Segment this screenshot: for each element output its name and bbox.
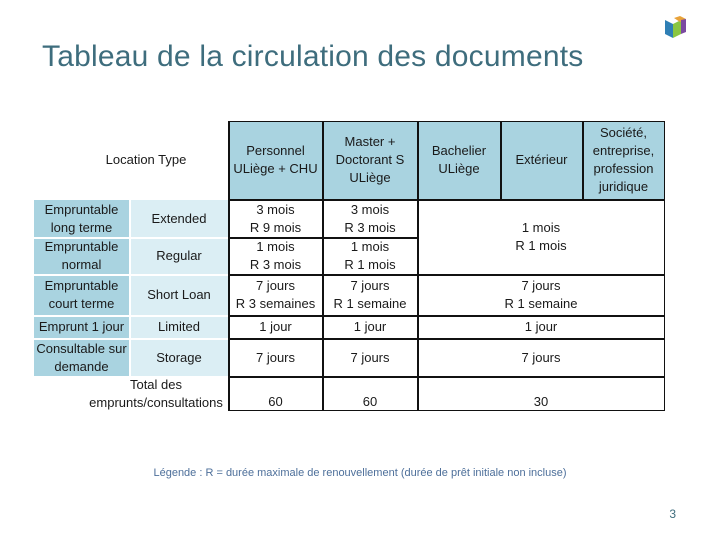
row-category: Emprunt 1 jour [34,316,129,338]
cell-master: 7 jours [323,339,417,376]
divider [500,121,502,200]
slide-title: Tableau de la circulation des documents [42,40,584,73]
divider [34,274,228,276]
divider [417,121,419,411]
divider [229,338,665,340]
row-category: Empruntable long terme [34,200,129,237]
total-others: 30 [418,384,664,411]
legend-text: Légende : R = durée maximale de renouvellement (durée de prêt initiale non incluse) [153,467,567,479]
row-location: Regular [130,238,228,274]
divider [322,121,324,411]
total-label: Total des emprunts/consultations [34,376,228,411]
col-header-societe: Société, entreprise, profession juridique [583,121,664,199]
cell-personnel: 1 mois R 3 mois [229,238,322,274]
col-header-exterieur: Extérieur [501,121,582,199]
divider [34,237,228,239]
cell-personnel: 7 jours [229,339,322,376]
row-location: Short Loan [130,275,228,315]
row-location: Limited [130,316,228,338]
row-location: Storage [130,339,228,376]
cell-master: 3 mois R 3 mois [323,200,417,237]
cell-others: 7 jours [418,339,664,376]
divider [229,237,417,239]
cell-personnel: 7 jours R 3 semaines [229,275,322,315]
divider [229,274,665,276]
corner-label: Location Type [105,152,187,167]
cell-personnel: 3 mois R 9 mois [229,200,322,237]
divider [229,199,665,201]
divider [129,200,131,376]
cell-others: 1 jour [418,316,664,338]
row-location: Extended [130,200,228,237]
cell-personnel: 1 jour [229,316,322,338]
row-category: Empruntable normal [34,238,129,274]
total-personnel: 60 [229,384,322,411]
divider [34,338,228,340]
col-header-bachelier: Bachelier ULiège [418,121,500,199]
row-category: Empruntable court terme [34,275,129,315]
divider [582,121,584,200]
cell-others: 1 mois R 1 mois [418,200,664,274]
page-number: 3 [669,507,676,521]
row-category: Consultable sur demande [34,339,129,376]
col-header-master: Master + Doctorant S ULiège [323,121,417,199]
cell-master: 1 jour [323,316,417,338]
divider [228,121,230,411]
cell-master: 1 mois R 1 mois [323,238,417,274]
total-master: 60 [323,384,417,411]
cell-others: 7 jours R 1 semaine [418,275,664,315]
col-header-personnel: Personnel ULiège + CHU [229,121,322,199]
divider [34,315,228,317]
divider [229,376,665,378]
divider [229,315,665,317]
cell-master: 7 jours R 1 semaine [323,275,417,315]
